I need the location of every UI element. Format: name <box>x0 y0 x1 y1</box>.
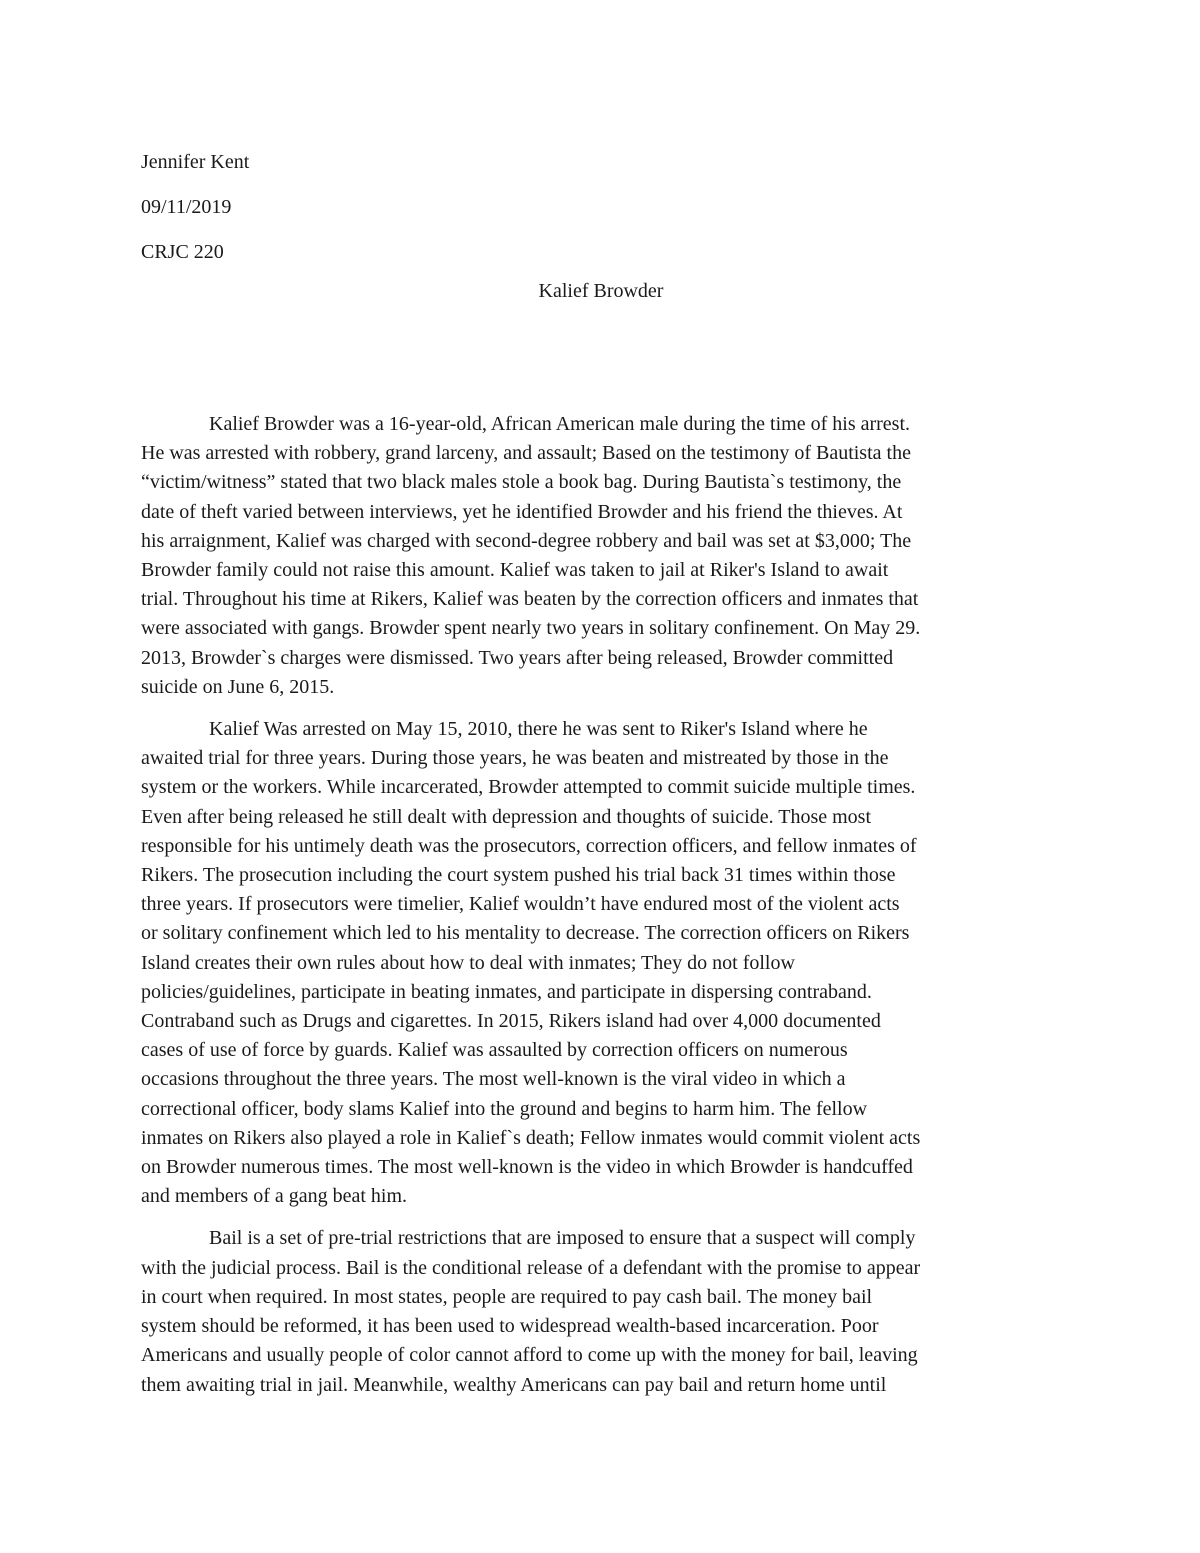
paragraph-line: date of theft varied between interviews, yet he identified Browder and his friend the thieves. At <box>141 500 903 523</box>
paragraph-line: them awaiting trial in jail. Meanwhile, wealthy Americans can pay bail and return home until <box>141 1373 887 1396</box>
paragraph-line: policies/guidelines, participate in beating inmates, and participate in dispersing contraband. <box>141 980 872 1003</box>
paragraph-line: Kalief Browder was a 16-year-old, African American male during the time of his arrest. <box>209 413 911 435</box>
paragraph-line: awaited trial for three years. During those years, he was beaten and mistreated by those in the <box>141 747 889 770</box>
paragraph-line: system or the workers. While incarcerated, Browder attempted to commit suicide multiple times. <box>141 776 916 799</box>
paragraph-line: Americans and usually people of color cannot afford to come up with the money for bail, leaving <box>141 1344 918 1367</box>
paragraph-line: were associated with gangs. Browder spent nearly two years in solitary confinement. On May 29. <box>141 617 921 640</box>
author-name: Jennifer Kent <box>141 151 250 173</box>
document-body <box>141 410 1061 1400</box>
paragraph-line: correctional officer, body slams Kalief into the ground and begins to harm him. The fellow <box>141 1097 868 1120</box>
paragraph-line: Bail is a set of pre-trial restrictions that are imposed to ensure that a suspect will comply <box>209 1227 916 1250</box>
paragraph-line: occasions throughout the three years. The most well-known is the viral video in which a <box>141 1068 846 1091</box>
body-paragraph <box>141 1224 1061 1399</box>
paragraph-line: Contraband such as Drugs and cigarettes. In 2015, Rikers island had over 4,000 documented <box>141 1010 881 1033</box>
paragraph-line: his arraignment, Kalief was charged with second-degree robbery and bail was set at $3,000; The <box>141 529 912 552</box>
course-code: CRJC 220 <box>141 241 224 263</box>
paragraph-line: suicide on June 6, 2015. <box>141 675 335 698</box>
paragraph-line: or solitary confinement which led to his mentality to decrease. The correction officers on Rikers <box>141 922 910 945</box>
paragraph-line: on Browder numerous times. The most well-known is the video in which Browder is handcuffed <box>141 1156 913 1179</box>
paragraph-line: 2013, Browder`s charges were dismissed. Two years after being released, Browder committed <box>141 646 894 669</box>
body-paragraph <box>141 410 1061 702</box>
paragraph-line: “victim/witness” stated that two black males stole a book bag. During Bautista`s testimony, the <box>141 471 902 494</box>
document-header <box>141 140 1061 275</box>
paragraph-line: He was arrested with robbery, grand larceny, and assault; Based on the testimony of Bautista the <box>141 442 911 465</box>
body-paragraph <box>141 715 1061 1211</box>
paragraph-line: Island creates their own rules about how to deal with inmates; They do not follow <box>141 951 795 974</box>
paragraph-line: system should be reformed, it has been used to widespread wealth-based incarceration. Poor <box>141 1315 879 1338</box>
paragraph-line: trial. Throughout his time at Rikers, Kalief was beaten by the correction officers and inmates that <box>141 588 919 611</box>
paragraph-line: Browder family could not raise this amount. Kalief was taken to jail at Riker's Island to await <box>141 559 889 582</box>
paragraph-line: Even after being released he still dealt with depression and thoughts of suicide. Those most <box>141 805 872 828</box>
document-title: Kalief Browder <box>538 280 664 302</box>
paragraph-line: in court when required. In most states, people are required to pay cash bail. The money bail <box>141 1285 873 1308</box>
paragraph-line: with the judicial process. Bail is the conditional release of a defendant with the promise to appear <box>141 1256 921 1279</box>
paragraph-line: cases of use of force by guards. Kalief was assaulted by correction officers on numerous <box>141 1039 848 1062</box>
paragraph-line: Kalief Was arrested on May 15, 2010, there he was sent to Riker's Island where he <box>209 718 868 741</box>
paragraph-line: and members of a gang beat him. <box>141 1185 408 1208</box>
document-date: 09/11/2019 <box>141 196 232 218</box>
paragraph-line: three years. If prosecutors were timelier, Kalief wouldn’t have endured most of the violent acts <box>141 893 900 916</box>
paragraph-line: Rikers. The prosecution including the court system pushed his trial back 31 times within those <box>141 864 896 887</box>
paragraph-line: inmates on Rikers also played a role in Kalief`s death; Fellow inmates would commit violent acts <box>141 1126 921 1149</box>
paragraph-line: responsible for his untimely death was the prosecutors, correction officers, and fellow inmates of <box>141 834 917 857</box>
